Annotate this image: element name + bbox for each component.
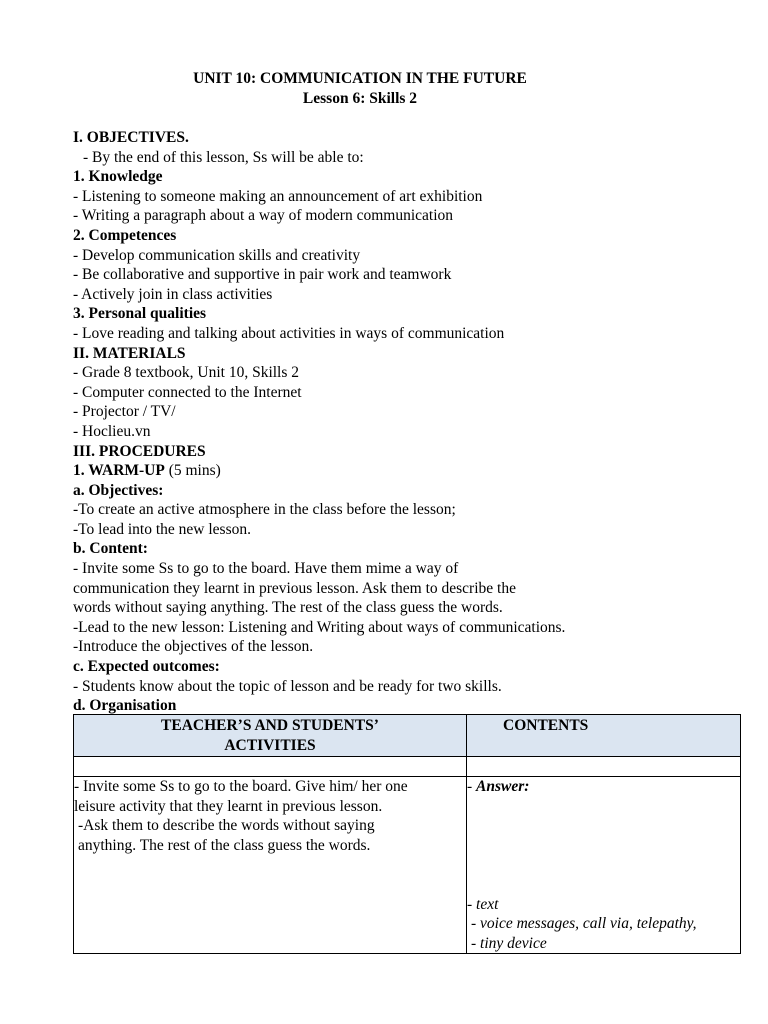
content-line: words without saying anything. The rest of the class guess the words. [73, 599, 503, 617]
contents-cell [467, 777, 741, 954]
content-line: - Invite some Ss to go to the board. Have them mime a way of [73, 560, 459, 578]
outcomes-subheading: c. Expected outcomes: [73, 658, 220, 676]
activities-header-line2: ACTIVITIES [224, 736, 316, 754]
knowledge-item: - Writing a paragraph about a way of modern communication [73, 207, 454, 225]
contents-header-cell [467, 715, 741, 757]
outcomes-item: - Students know about the topic of lesson and be ready for two skills. [73, 677, 502, 695]
objectives-heading: I. OBJECTIVES. [73, 129, 189, 146]
objectives-intro: - By the end of this lesson, Ss will be able to: [83, 148, 364, 166]
answer-item: - voice messages, call via, telepathy, [471, 915, 697, 933]
qualities-heading: 3. Personal qualities [73, 305, 207, 323]
answer-spacer [467, 797, 740, 895]
answer-prefix: - [467, 778, 477, 795]
content-line: communication they learnt in previous lesson. Ask them to describe the [73, 579, 516, 597]
qualities-item: - Love reading and talking about activities in ways of communication [73, 324, 505, 342]
knowledge-heading: 1. Knowledge [73, 168, 163, 186]
unit-title: UNIT 10: COMMUNICATION IN THE FUTURE [193, 70, 527, 87]
materials-item: - Grade 8 textbook, Unit 10, Skills 2 [73, 364, 300, 382]
lesson-plan-body [73, 128, 753, 716]
activity-line: anything. The rest of the class guess the words. [78, 836, 371, 854]
content-subheading: b. Content: [73, 540, 148, 558]
organisation-table [73, 714, 741, 954]
table-cell [467, 757, 741, 777]
table-row [74, 757, 741, 777]
answer-label-line [467, 777, 740, 797]
procedures-heading: III. PROCEDURES [73, 442, 206, 460]
competences-item: - Be collaborative and supportive in pair work and teamwork [73, 266, 452, 284]
organisation-subheading: d. Organisation [73, 697, 177, 715]
activities-header-cell [74, 715, 467, 757]
lesson-title: Lesson 6: Skills 2 [302, 90, 418, 107]
materials-item: - Projector / TV/ [73, 403, 176, 421]
content-line: -Introduce the objectives of the lesson. [73, 638, 314, 656]
warmup-heading-line [73, 461, 753, 481]
table-row [74, 777, 741, 954]
contents-header: CONTENTS [503, 717, 589, 734]
warmup-heading: 1. WARM-UP [73, 462, 165, 480]
activities-header-line1: TEACHER’S AND STUDENTS’ [161, 717, 379, 734]
activity-line: leisure activity that they learnt in previous lesson. [74, 797, 383, 815]
warmup-time: (5 mins) [164, 462, 221, 480]
answer-item: - tiny device [471, 934, 547, 952]
warmup-objective-item: -To lead into the new lesson. [73, 520, 251, 538]
materials-item: - Computer connected to the Internet [73, 383, 302, 401]
activity-line: - Invite some Ss to go to the board. Give him/ her one [74, 778, 408, 795]
answer-item: - text [467, 895, 499, 913]
materials-heading: II. MATERIALS [73, 344, 186, 362]
knowledge-item: - Listening to someone making an announcement of art exhibition [73, 187, 483, 205]
competences-heading: 2. Competences [73, 226, 177, 244]
activities-cell [74, 777, 467, 954]
objectives-subheading: a. Objectives: [73, 481, 164, 499]
materials-item: - Hoclieu.vn [73, 422, 151, 440]
competences-item: - Actively join in class activities [73, 285, 273, 303]
competences-item: - Develop communication skills and creativity [73, 246, 361, 264]
table-cell [74, 757, 467, 777]
answer-label: Answer: [476, 778, 530, 795]
activity-line: -Ask them to describe the words without saying [78, 817, 375, 835]
content-line: -Lead to the new lesson: Listening and Writing about ways of communications. [73, 618, 566, 636]
table-header-row [74, 715, 741, 757]
warmup-objective-item: -To create an active atmosphere in the class before the lesson; [73, 501, 456, 519]
